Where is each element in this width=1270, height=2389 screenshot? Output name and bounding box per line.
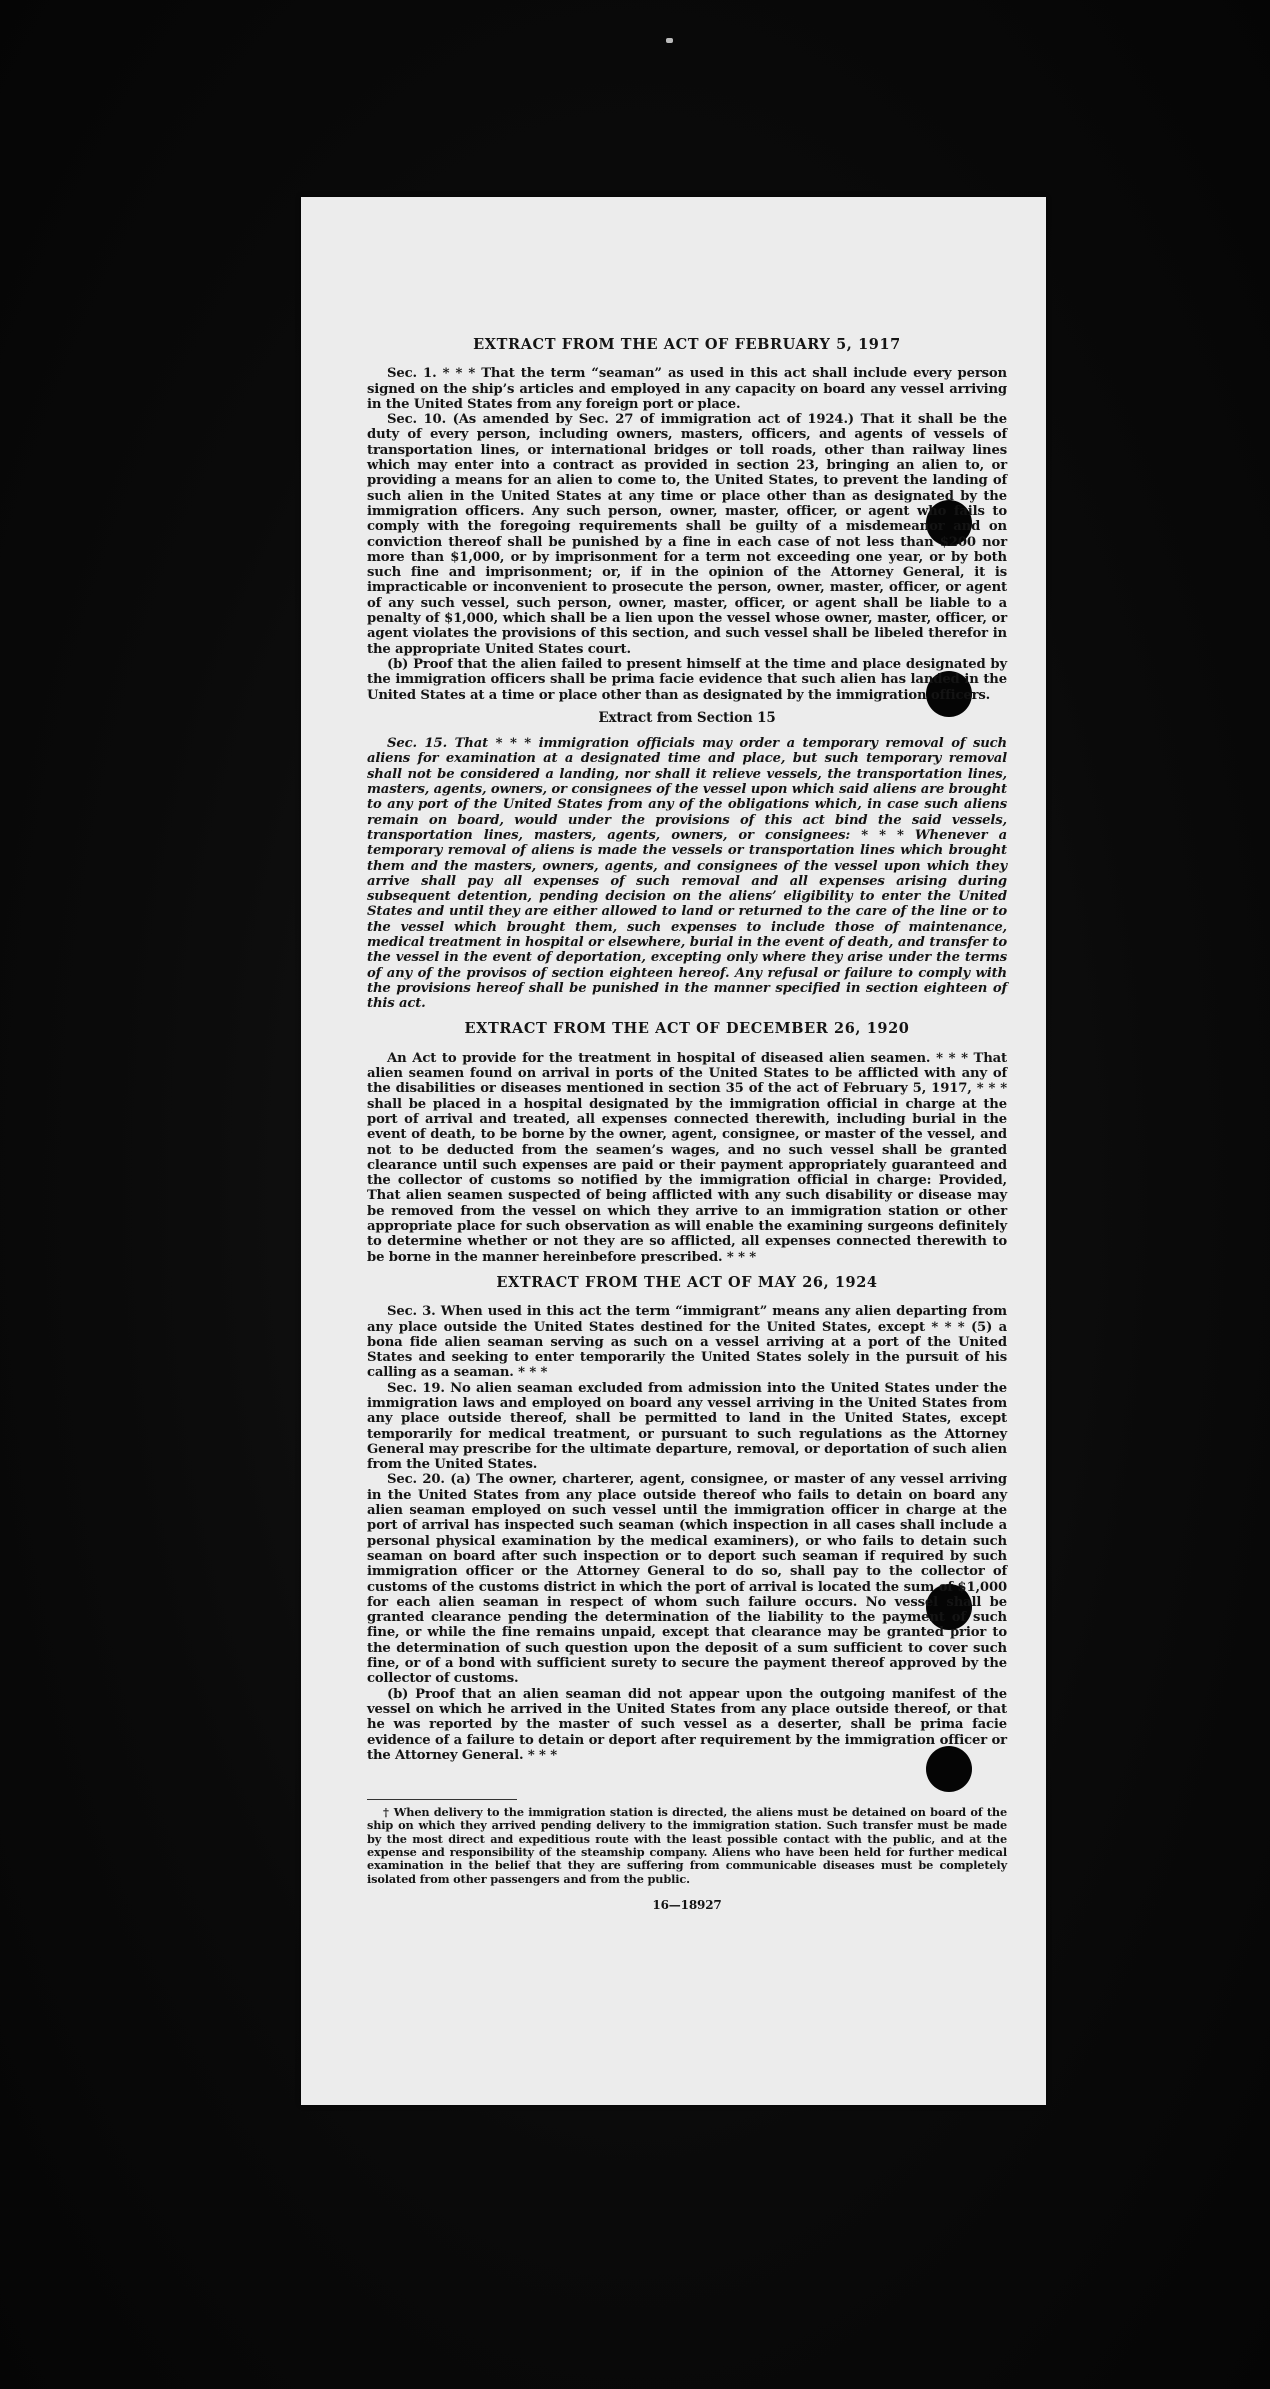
footnote-divider bbox=[367, 1799, 517, 1800]
section-subheading: Extract from Section 15 bbox=[598, 709, 776, 726]
section-heading: EXTRACT FROM THE ACT OF DECEMBER 26, 1920 bbox=[464, 1020, 910, 1038]
paragraph: (b) Proof that an alien seaman did not appear upon the outgoing manifest of the vessel on which he arrived in the United States from any place outside thereof, or that he was reported by the master of such vessel as a deserter, shall be prima facie evidence of a failure to detain or deport after requirement by the immigration officer or the Attorney General. * * * bbox=[367, 1686, 1007, 1763]
paragraph: Sec. 10. (As amended by Sec. 27 of immigration act of 1924.) That it shall be the duty of every person, including owners, masters, officers, and agents of vessels of transportation lines, or international bridges or toll roads, other than railway lines which may enter into a contract as provided in section 23, bringing an alien to, or providing a means for an alien to come to, the United States, to prevent the landing of such alien in the United States at any time or place other than as designated by the immigration officers. Any such person, owner, master, officer, or agent who fails to comply with the foregoing requirements shall be guilty of a misdemeanor and on conviction thereof shall be punished by a fine in each case of not less than $200 nor more than $1,000, or by imprisonment for a term not exceeding one year, or by both such fine and imprisonment; or, if in the opinion of the Attorney General, it is impracticable or inconvenient to prosecute the person, owner, master, officer, or agent of any such vessel, such person, owner, master, officer, or agent shall be liable to a penalty of $1,000, which shall be a lien upon the vessel whose owner, master, officer, or agent violates the provisions of this section, and such vessel shall be libeled therefor in the appropriate United States court. bbox=[367, 412, 1007, 657]
paragraph: An Act to provide for the treatment in hospital of diseased alien seamen. * * * That alien seamen found on arrival in ports of the United States to be afflicted with any of the disabilities or diseases mentioned in section 35 of the act of February 5, 1917, * * * shall be placed in a hospital designated by the immigration official in charge at the port of arrival and treated, all expenses connected therewith, including burial in the event of death, to be borne by the owner, agent, consignee, or master of the vessel, and not to be deducted from the seamen’s wages, and no such vessel shall be granted clearance until such expenses are paid or their payment appropriately guaranteed and the collector of customs so notified by the immigration official in charge: Provided, That alien seamen suspected of being afflicted with any such disability or disease may be removed from the vessel on which they arrive to an immigration station or other appropriate place for such observation as will enable the examining surgeons definitely to determine whether or not they are so afflicted, all expenses connected therewith to be borne in the manner hereinbefore prescribed. * * * bbox=[367, 1050, 1007, 1265]
paragraph: Sec. 19. No alien seaman excluded from admission into the United States under the immigration laws and employed on board any vessel arriving in the United States from any place outside thereof, shall be permitted to land in the United States, except temporarily for medical treatment, or pursuant to such regulations as the Attorney General may prescribe for the ultimate departure, removal, or deportation of such alien from the United States. bbox=[367, 1380, 1007, 1473]
paragraph: Sec. 15. That * * * immigration officials may order a temporary removal of such aliens for examination at a designated time and place, but such temporary removal shall not be considered a landing, nor shall it relieve vessels, the transportation lines, masters, agents, owners, or consignees of the vessel upon which said aliens are brought to any port of the United States from any of the obligations which, in case such aliens remain on board, would under the provisions of this act bind the said vessels, transportation lines, masters, agents, owners, or consignees: * * * Whenever a temporary removal of aliens is made the vessels or transportation lines which brought them and the masters, owners, agents, and consignees of the vessel upon which they arrive shall pay all expenses of such removal and all expenses arising during subsequent detention, pending decision on the aliens’ eligibility to enter the United States and until they are either allowed to land or returned to the care of the line or to the vessel which brought them, such expenses to include those of maintenance, medical treatment in hospital or elsewhere, burial in the event of death, and transfer to the vessel in the event of deportation, excepting only where they arise under the terms of any of the provisos of section eighteen hereof. Any refusal or failure to comply with the provisions hereof shall be punished in the manner specified in section eighteen of this act. bbox=[367, 736, 1007, 1012]
section-heading: EXTRACT FROM THE ACT OF FEBRUARY 5, 1917 bbox=[473, 336, 901, 353]
paragraph: Sec. 20. (a) The owner, charterer, agent, consignee, or master of any vessel arriving in the United States from any place outside thereof who fails to detain on board any alien seaman employed on such vessel until the immigration officer in charge at the port of arrival has inspected such seaman (which inspection in all cases shall include a personal physical examination by the medical examiners), or who fails to detain such seaman on board after such inspection or to deport such seaman if required by such immigration officer or the Attorney General to do so, shall pay to the collector of customs of the customs district in which the port of arrival is located the sum of $1,000 for each alien seaman in respect of whom such failure occurs. No vessel shall be granted clearance pending the determination of the liability to the payment of such fine, or while the fine remains unpaid, except that clearance may be granted prior to the determination of such question upon the deposit of a sum sufficient to cover such fine, or of a bond with sufficient surety to secure the payment thereof approved by the collector of customs. bbox=[367, 1472, 1007, 1687]
paragraph: (b) Proof that the alien failed to present himself at the time and place designated by the immigration officers shall be prima facie evidence that such alien has landed in the United States at a time or place other than as designated by the immigration officers. bbox=[367, 656, 1007, 703]
form-number: 16—18927 bbox=[652, 1897, 722, 1912]
document-body bbox=[367, 337, 1007, 1925]
document-page bbox=[301, 197, 1046, 2105]
dust-speck bbox=[666, 38, 673, 43]
paragraph: Sec. 1. * * * That the term “seaman” as used in this act shall include every person signed on the ship’s articles and employed in any capacity on board any vessel arriving in the United States from any foreign port or place. bbox=[367, 366, 1007, 412]
paragraph: Sec. 3. When used in this act the term “immigrant” means any alien departing from any place outside the United States destined for the United States, except * * * (5) a bona fide alien seaman serving as such on a vessel arriving at a port of the United States and seeking to enter temporarily the United States solely in the pursuit of his calling as a seaman. * * * bbox=[367, 1304, 1007, 1381]
footnote: † When delivery to the immigration station is directed, the aliens must be detained on board of the ship on which they arrived pending delivery to the immigration station. Such transfer must be made by the most direct and expeditious route with the least possible contact with the public, and at the expense and responsibility of the steamship company. Aliens who have been held for further medical examination in the belief that they are suffering from communicable diseases must be completely isolated from other passengers and from the public. bbox=[367, 1805, 1007, 1886]
section-heading: EXTRACT FROM THE ACT OF MAY 26, 1924 bbox=[496, 1273, 878, 1291]
